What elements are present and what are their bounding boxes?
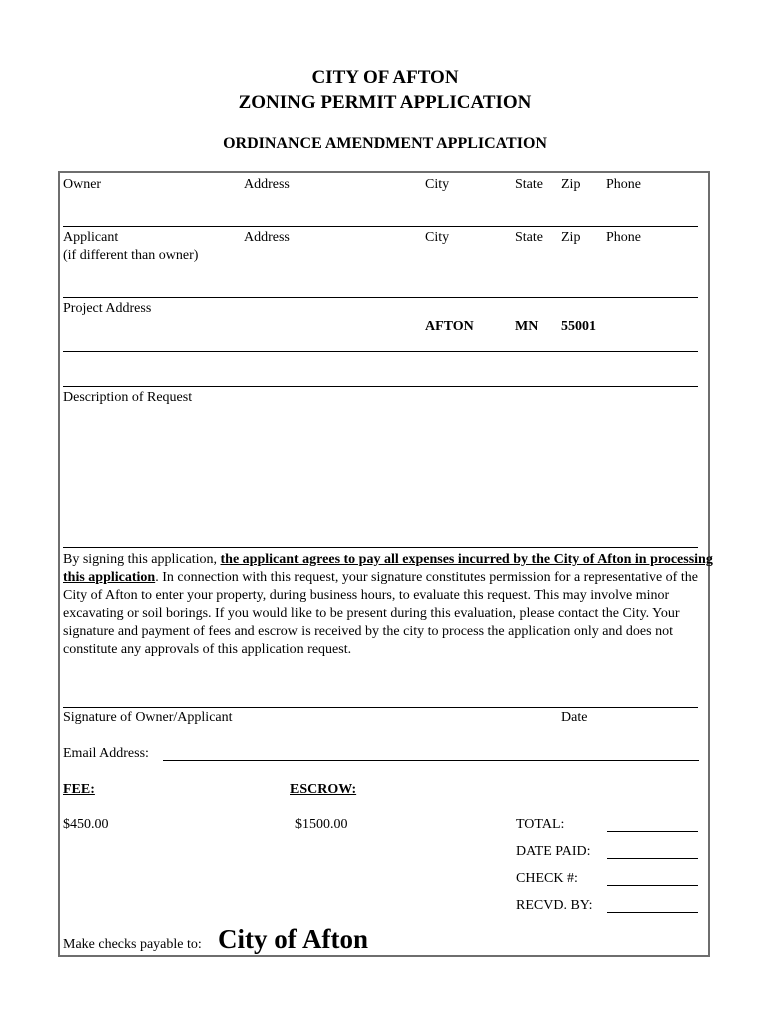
applicant-phone-label: Phone xyxy=(606,230,641,245)
applicant-label: Applicant xyxy=(63,230,119,245)
owner-city-label: City xyxy=(425,177,450,192)
fee-amount: $450.00 xyxy=(63,817,109,832)
payable-label: Make checks payable to: xyxy=(63,937,202,952)
title-application: ZONING PERMIT APPLICATION xyxy=(238,92,532,113)
fee-label: FEE: xyxy=(63,782,95,797)
date-paid-label: DATE PAID: xyxy=(516,844,591,859)
agreement-bold: the applicant agrees to pay all expenses incurred by the City of Afton in processing this application xyxy=(63,552,713,585)
project-input-line[interactable] xyxy=(63,351,698,352)
owner-input-line[interactable] xyxy=(63,226,698,227)
owner-state-label: State xyxy=(515,177,543,192)
date-label: Date xyxy=(561,710,588,725)
project-address-label: Project Address xyxy=(63,301,152,316)
recvd-label: RECVD. BY: xyxy=(516,898,593,913)
total-label: TOTAL: xyxy=(516,817,565,832)
applicant-input-line[interactable] xyxy=(63,297,698,298)
agreement-rest: . In connection with this request, your signature constitutes permission for a representative of the City of Afton to enter your property, during business hours, to evaluate this request. This may involve minor excavating or soil borings. If you would like to be present during this evaluation, please contact the City. Your signature and payment of fees and escrow is received by the city to process the application only and does not constitute any approvals of this application request. xyxy=(63,570,698,657)
agreement-paragraph xyxy=(63,551,713,659)
owner-address-label: Address xyxy=(244,177,290,192)
title-city: CITY OF AFTON xyxy=(311,67,459,88)
check-label: CHECK #: xyxy=(516,871,578,886)
project-city: AFTON xyxy=(425,319,474,334)
date-paid-input-line[interactable] xyxy=(607,858,698,859)
signature-label: Signature of Owner/Applicant xyxy=(63,710,233,725)
email-label: Email Address: xyxy=(63,746,149,761)
project-zip: 55001 xyxy=(561,319,596,334)
escrow-label: ESCROW: xyxy=(290,782,357,797)
applicant-note: (if different than owner) xyxy=(63,248,199,263)
signature-line[interactable] xyxy=(63,707,698,708)
project-state: MN xyxy=(515,319,539,334)
owner-label: Owner xyxy=(63,177,102,192)
description-label: Description of Request xyxy=(63,390,193,405)
agreement-intro: By signing this application, xyxy=(63,552,221,567)
check-input-line[interactable] xyxy=(607,885,698,886)
applicant-state-label: State xyxy=(515,230,543,245)
owner-zip-label: Zip xyxy=(561,177,581,192)
subtitle: ORDINANCE AMENDMENT APPLICATION xyxy=(223,135,547,152)
recvd-input-line[interactable] xyxy=(607,912,698,913)
applicant-city-label: City xyxy=(425,230,450,245)
total-input-line[interactable] xyxy=(607,831,698,832)
applicant-address-label: Address xyxy=(244,230,290,245)
description-bottom-line[interactable] xyxy=(63,547,698,548)
payable-name: City of Afton xyxy=(218,924,368,954)
escrow-amount: $1500.00 xyxy=(295,817,348,832)
email-input-line[interactable] xyxy=(163,760,699,761)
project-extra-line[interactable] xyxy=(63,386,698,387)
applicant-zip-label: Zip xyxy=(561,230,581,245)
owner-phone-label: Phone xyxy=(606,177,641,192)
